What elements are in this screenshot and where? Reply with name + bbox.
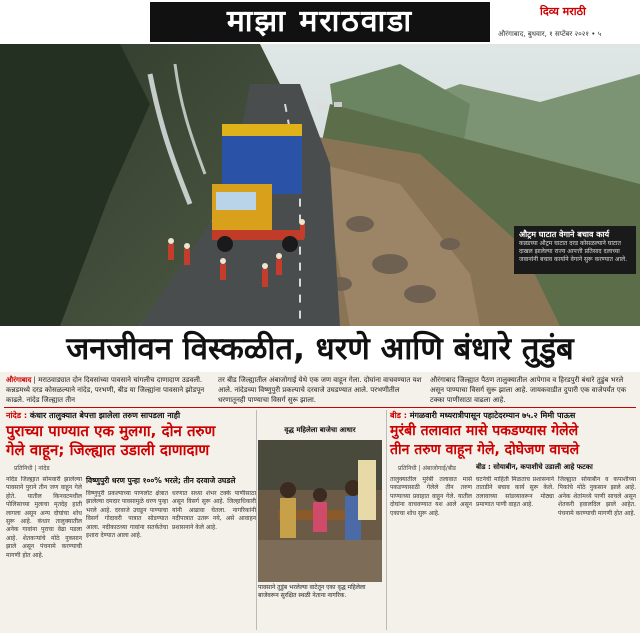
middle-photo	[258, 440, 382, 582]
landslide-scene-image	[0, 44, 640, 326]
left-story-col-c: विष्णुपुरी प्रकल्पाच्या पाणलोट क्षेत्रात झालेल्या दमदार पावसामुळे धरण पुन्हा भरले आहे. दरवाजे उघडून पाण्याचा विसर्ग गोदावरी पात्रात सोडण्यात आला. नदीकाठच्या गावांना सतर्कतेचा इशारा देण्यात आला आहे.	[86, 490, 168, 540]
masthead	[0, 0, 640, 44]
right-story-col-a: तालुक्यातील मुरंबी तलावात मासे पकडण्यासाठी गेलेले तीन तरुण पाण्याच्या प्रवाहात वाहून गेले. यातील दोघांना वाचवण्यात यश आले असून एकाचा शोध सुरू आहे.	[390, 476, 472, 517]
left-headline-line-2: गेले वाहून; जिल्ह्यात उडाली दाणादाण	[6, 441, 210, 459]
right-story-kicker	[390, 410, 636, 421]
lead-column-1	[6, 375, 211, 405]
main-headline: जनजीवन विस्कळीत, धरणे आणि बंधारे तुडुंब	[0, 326, 640, 372]
left-story-tag: नांदेड :	[6, 411, 28, 420]
right-story-col-c: जिल्ह्यात सोयाबीन व कपाशीच्या पिकांचे मोठे नुकसान झाले आहे. अनेक शेतांमध्ये पाणी साचले असून शेतकरी हवालदिल झाले आहेत. पंचनामे करण्याची मागणी होत आहे.	[558, 476, 636, 517]
lead-text-1: | मराठवाड्यात दोन दिवसांच्या पावसाने चांगलीच दाणादाण उडवली. कन्नडमध्ये दरड कोसळल्याने नांदेड, परभणी, बीड या जिल्ह्यांना पावसाने झोडपून काढले. नांदेड जिल्ह्यात तीन	[6, 376, 205, 404]
lead-column-3: औरंगाबाद जिल्ह्यात पैठण तालुक्यातील आपेगाव व हिरडपुरी बंधारे तुडुंब भरले असून पाण्याचा विसर्ग सुरू झाला आहे. जायकवाडीत दुपारी एक वाजेपर्यंत एक टक्का पाणीसाठा वाढला आहे.	[430, 376, 627, 404]
newspaper-brand: दिव्य मराठी	[540, 5, 586, 18]
right-story-kicker-text: मंगळवारी मध्यरात्रीपासून पहाटेदरम्यान ७५.२ मिमी पाऊस	[409, 411, 576, 420]
left-story-kicker	[6, 410, 256, 421]
lead-column-2: तर बीड जिल्ह्यातील अंबाजोगाई येथे एक जण वाहून गेला. दोघांना वाचवण्यात यश आले. नांदेडच्या विष्णुपुरी प्रकल्पाचे दरवाजे उघडण्यात आले. परभणीतील धरणातूनही पाण्याचा विसर्ग सुरू झाला.	[218, 376, 422, 404]
column-rule	[256, 410, 257, 630]
left-story-subhead: विष्णुपुरी धरण पुन्हा १००% भरले; तीन दरवाजे उघडले	[86, 476, 236, 485]
left-story-kicker-text: कंधार तालुक्यात बेपत्ता झालेला तरुण सापडला नाही	[29, 411, 181, 420]
left-story-byline: प्रतिनिधी | नांदेड	[14, 465, 50, 472]
truck	[212, 124, 304, 252]
column-rule	[386, 410, 387, 630]
photo-caption	[514, 226, 636, 274]
right-story-col-b: घटनेची माहिती मिळताच प्रशासनाने तातडीने बचाव कार्य सुरू केले. तलावाच्या सांडव्यावरून मोठ्या प्रमाणात पाणी वाहत आहे.	[476, 476, 554, 509]
main-photo-landslide	[0, 44, 640, 326]
right-headline-line-2: तीन तरुण वाहून गेले, दोघेजण वाचले	[390, 442, 580, 458]
right-story-byline: प्रतिनिधी | अंबाजोगाई/बीड	[398, 465, 457, 472]
left-story-col-d: धरणात सध्या शंभर टक्के पाणीसाठा असून विसर्ग सुरू आहे. जिल्हाधिकारी यांनी आढावा घेतला. नागरिकांनी नदीपात्रात उतरू नये, असे आवाहन प्रशासनाने केले आहे.	[172, 490, 256, 531]
photo-caption-title: औट्रम घाटात वेगाने बचाव कार्य	[519, 230, 610, 239]
rescue-photo-image	[258, 440, 382, 582]
left-story-col-a: नांदेड जिल्ह्यात सोमवारी झालेल्या पावसाने पुराने तीन जण वाहून गेले होते. यातील किनवटमधील पोलिसाच्या मुलाचा मृतदेह हाती लागला असून अन्य दोघांचा शोध सुरू आहे. कंधार तालुक्यातील अनेक गावांना पुराचा वेढा पडला आहे. शेतकऱ्यांचे मोठे नुकसान झाले असून पंचनामे करण्याची मागणी होत आहे.	[6, 476, 82, 559]
left-story-headline	[6, 422, 256, 460]
divider	[4, 407, 636, 408]
section-title: माझा मराठवाडा	[150, 2, 490, 42]
left-headline-line-1: पुराच्या पाण्यात एक मुलगा, दोन तरुण	[6, 422, 216, 440]
photo-caption-text: कन्नडच्या औट्रम घाटात दरड कोसळल्याने घाटात दाखल झालेल्या राज्य आपत्ती प्रतिसाद दलाच्या जवानांनी बचाव कार्याने वेगाने सुरू करण्यात आले.	[519, 240, 627, 263]
middle-kicker: वृद्ध महिलेला बाजेचा आधार	[284, 426, 356, 434]
dateline: औरंगाबाद, बुधवार, १ सप्टेंबर २०२१ • ५	[498, 30, 602, 38]
right-headline-line-1: मुरंबी तलावात मासे पकडण्यास गेलेले	[390, 423, 579, 439]
lead-dateline: औरंगाबाद	[6, 376, 32, 384]
right-story-tag: बीड :	[390, 411, 407, 420]
middle-photo-caption: पावसाने तुडुंब भरलेल्या वाटेतून एका वृद्ध महिलेला बाजेवरून सुरक्षित स्थळी नेताना नागरिक.	[258, 584, 366, 599]
right-story-headline	[390, 422, 636, 460]
right-story-subhead: बीड : सोयाबीन, कपाशीचे उडाली आहे फटका	[476, 463, 593, 471]
